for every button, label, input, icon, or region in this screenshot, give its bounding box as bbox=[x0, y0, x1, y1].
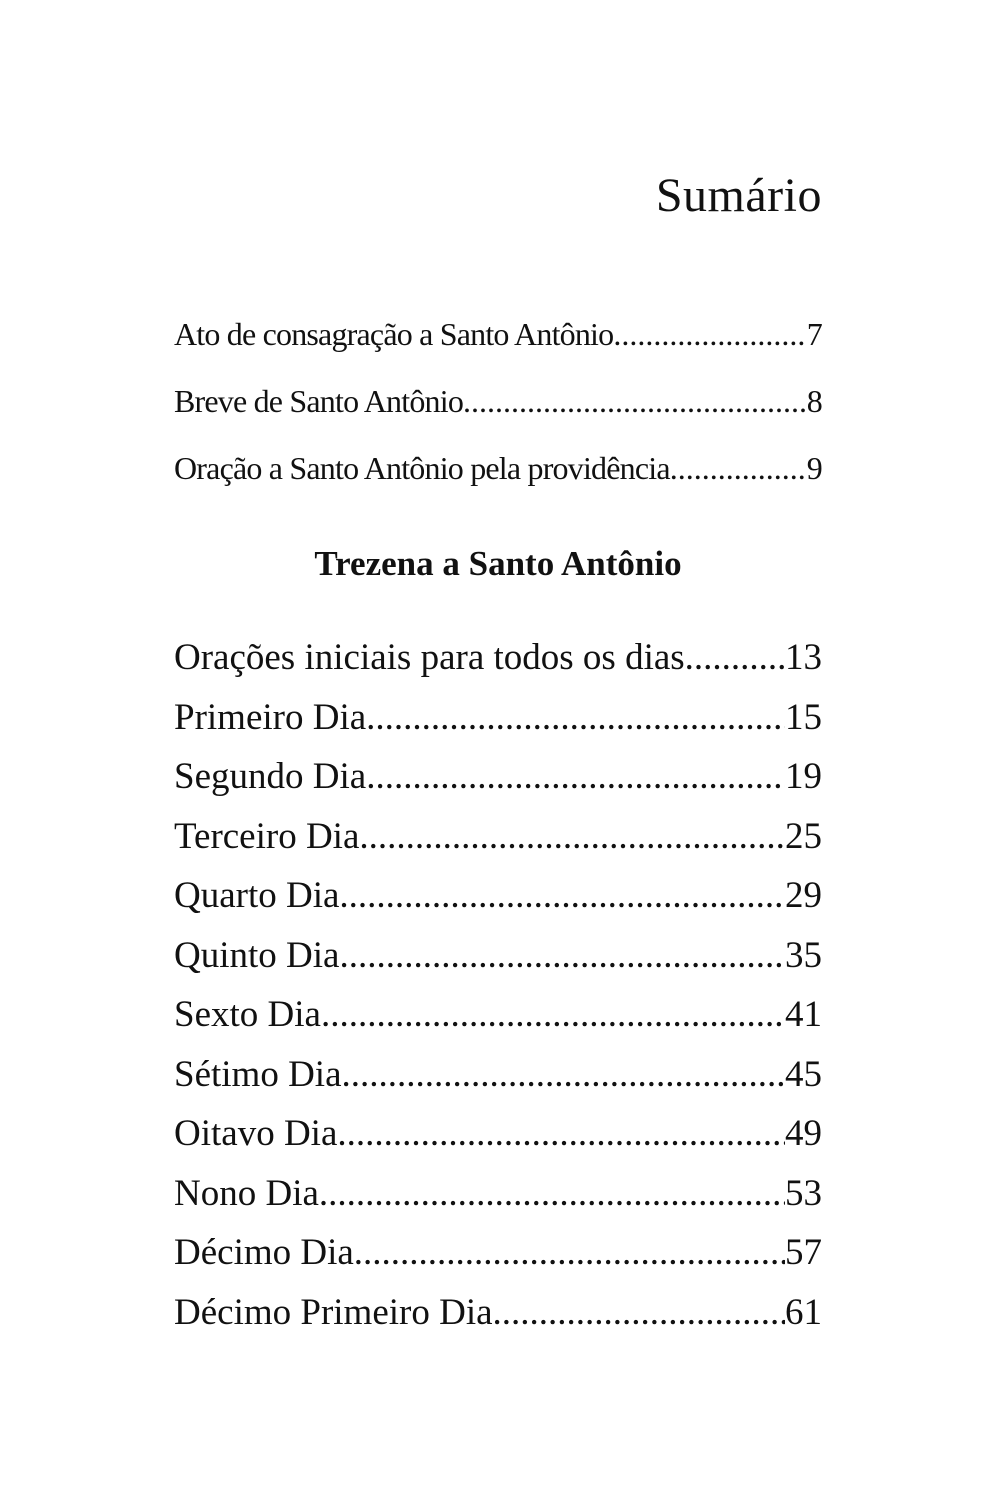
toc-entry-label: Décimo Primeiro Dia bbox=[174, 1291, 493, 1333]
toc-entry-label: Terceiro Dia bbox=[174, 815, 360, 857]
toc-entry-page: 19 bbox=[785, 756, 822, 797]
toc-entry-label: Oração a Santo Antônio pela providência bbox=[174, 450, 670, 486]
toc-entry-label: Ato de consagração a Santo Antônio bbox=[174, 316, 614, 352]
dot-leader bbox=[354, 1231, 785, 1274]
dot-leader bbox=[319, 1172, 785, 1215]
toc-entry-page: 25 bbox=[785, 815, 822, 857]
toc-entry-page: 7 bbox=[806, 316, 822, 352]
toc-entry-label: Sétimo Dia bbox=[174, 1053, 342, 1095]
dot-leader bbox=[493, 1291, 785, 1334]
toc-entry-label: Quinto Dia bbox=[174, 934, 340, 976]
toc-entry[interactable] bbox=[174, 934, 822, 994]
dot-leader bbox=[366, 755, 785, 798]
toc-entry-page: 53 bbox=[785, 1172, 822, 1214]
toc-entry[interactable] bbox=[174, 1053, 822, 1113]
dot-leader bbox=[685, 636, 785, 679]
toc-entry-page: 61 bbox=[785, 1291, 822, 1333]
toc-entry-page: 15 bbox=[785, 696, 822, 738]
toc-entry-page: 8 bbox=[806, 383, 822, 419]
toc-entry[interactable] bbox=[174, 874, 822, 934]
dot-leader bbox=[463, 383, 807, 420]
toc-entry[interactable] bbox=[174, 636, 822, 696]
toc-entry-label: Quarto Dia bbox=[174, 875, 340, 916]
toc-entry-page: 13 bbox=[785, 637, 822, 678]
dot-leader bbox=[613, 316, 806, 353]
dot-leader bbox=[339, 934, 785, 977]
section-heading: Trezena a Santo Antônio bbox=[314, 544, 682, 583]
toc-entry-label: Décimo Dia bbox=[174, 1232, 354, 1273]
toc-entry-page: 57 bbox=[785, 1232, 822, 1273]
toc-entry[interactable] bbox=[174, 1112, 822, 1172]
toc-entry[interactable] bbox=[174, 993, 822, 1053]
toc-entry-label: Segundo Dia bbox=[174, 756, 367, 797]
toc-entry-page: 45 bbox=[785, 1053, 822, 1095]
toc-entry-label: Breve de Santo Antônio bbox=[174, 383, 464, 419]
toc-entry-label: Sexto Dia bbox=[174, 994, 321, 1035]
toc-trezena-list bbox=[174, 636, 822, 1350]
toc-entry-label: Primeiro Dia bbox=[174, 696, 367, 738]
toc-entry-page: 9 bbox=[806, 450, 822, 486]
toc-entry-page: 41 bbox=[785, 994, 822, 1035]
dot-leader bbox=[366, 696, 785, 739]
toc-entry[interactable] bbox=[174, 696, 822, 756]
toc-intro-list bbox=[174, 316, 822, 517]
page-title: Sumário bbox=[655, 169, 822, 222]
toc-entry[interactable] bbox=[174, 383, 822, 450]
toc-entry-page: 49 bbox=[785, 1113, 822, 1154]
toc-entry[interactable] bbox=[174, 1291, 822, 1351]
toc-entry[interactable] bbox=[174, 316, 822, 383]
toc-entry[interactable] bbox=[174, 1231, 822, 1291]
toc-entry[interactable] bbox=[174, 815, 822, 875]
toc-entry[interactable] bbox=[174, 450, 822, 517]
dot-leader bbox=[342, 1053, 785, 1096]
toc-entry-label: Orações iniciais para todos os dias bbox=[174, 637, 685, 678]
dot-leader bbox=[339, 874, 785, 917]
toc-entry-label: Oitavo Dia bbox=[174, 1113, 338, 1154]
toc-entry[interactable] bbox=[174, 755, 822, 815]
toc-entry-page: 35 bbox=[785, 934, 822, 976]
toc-entry-page: 29 bbox=[785, 875, 822, 916]
toc-entry-label: Nono Dia bbox=[174, 1172, 319, 1214]
dot-leader bbox=[321, 993, 785, 1036]
dot-leader bbox=[337, 1112, 785, 1155]
toc-entry[interactable] bbox=[174, 1172, 822, 1232]
dot-leader bbox=[670, 450, 807, 487]
dot-leader bbox=[359, 815, 785, 858]
